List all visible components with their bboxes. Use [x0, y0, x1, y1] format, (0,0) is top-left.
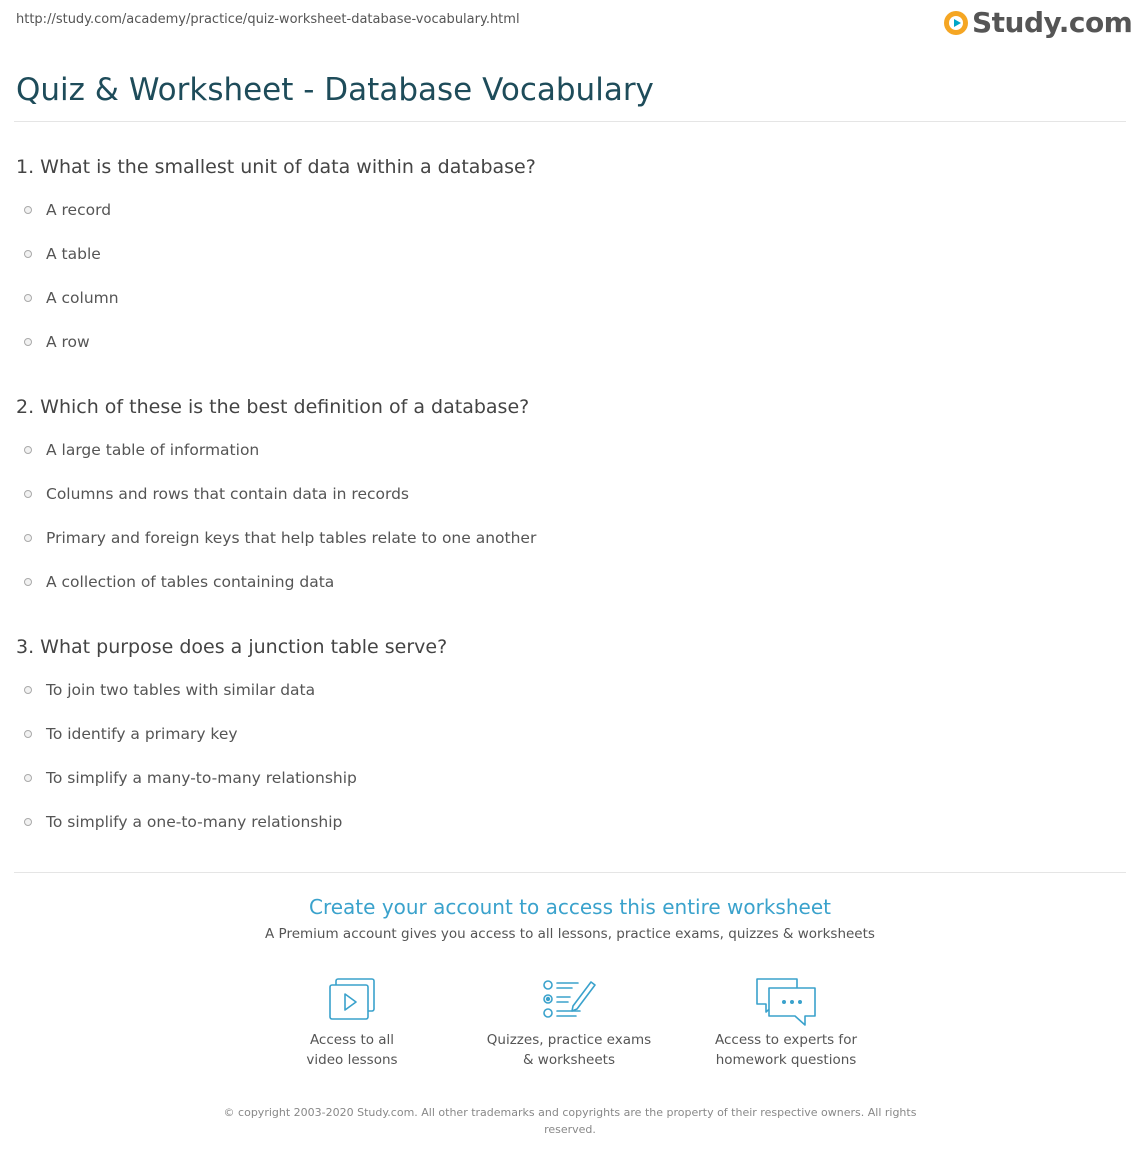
feature-quizzes [459, 976, 679, 1070]
page-title: Quiz & Worksheet - Database Vocabulary [16, 72, 654, 108]
radio-button[interactable] [24, 490, 32, 498]
radio-button[interactable] [24, 206, 32, 214]
header-divider [14, 121, 1126, 122]
question-3-option-4[interactable]: To simplify a one-to-many relationship [24, 810, 342, 834]
question-2-option-3[interactable]: Primary and foreign keys that help tables relate to one another [24, 526, 536, 550]
chat-bubbles-icon [753, 976, 819, 1028]
radio-button[interactable] [24, 250, 32, 258]
question-1-option-2[interactable]: A table [24, 242, 101, 266]
play-logo-icon [944, 11, 968, 35]
logo-text: Study.com [972, 6, 1133, 39]
radio-button[interactable] [24, 294, 32, 302]
radio-button[interactable] [24, 686, 32, 694]
question-3-option-3[interactable]: To simplify a many-to-many relationship [24, 766, 357, 790]
section-divider [14, 872, 1126, 873]
feature-video-lessons [242, 976, 462, 1070]
question-1-option-1[interactable]: A record [24, 198, 111, 222]
feature-experts [676, 976, 896, 1070]
feature-label: Access to experts for [714, 1032, 857, 1048]
radio-button[interactable] [24, 534, 32, 542]
radio-button[interactable] [24, 338, 32, 346]
feature-label: homework questions [715, 1052, 857, 1068]
create-account-link[interactable]: Create your account to access this entire worksheet [309, 895, 831, 919]
question-2-option-4[interactable]: A collection of tables containing data [24, 570, 334, 594]
video-lessons-icon [326, 976, 378, 1022]
radio-button[interactable] [24, 730, 32, 738]
radio-button[interactable] [24, 578, 32, 586]
radio-button[interactable] [24, 446, 32, 454]
cta-subtitle: A Premium account gives you access to all lessons, practice exams, quizzes & worksheets [265, 926, 875, 942]
radio-button[interactable] [24, 774, 32, 782]
question-1-option-3[interactable]: A column [24, 286, 119, 310]
question-2: 2. Which of these is the best definition of a database? [16, 396, 530, 418]
question-2-option-1[interactable]: A large table of information [24, 438, 259, 462]
study-logo[interactable] [944, 8, 1132, 38]
question-1: 1. What is the smallest unit of data within a database? [16, 156, 536, 178]
question-3-option-1[interactable]: To join two tables with similar data [24, 678, 315, 702]
feature-label: Quizzes, practice exams [486, 1032, 652, 1048]
page-url: http://study.com/academy/practice/quiz-worksheet-database-vocabulary.html [16, 12, 520, 27]
feature-label: Access to all [309, 1032, 395, 1048]
question-3: 3. What purpose does a junction table serve? [16, 636, 448, 658]
question-3-option-2[interactable]: To identify a primary key [24, 722, 238, 746]
radio-button[interactable] [24, 818, 32, 826]
copyright-text: © copyright 2003-2020 Study.com. All other trademarks and copyrights are the property of their respective owners. All rights reserved. [223, 1106, 917, 1136]
question-1-option-4[interactable]: A row [24, 330, 90, 354]
feature-label: & worksheets [522, 1052, 615, 1068]
quiz-checklist-icon [540, 976, 598, 1022]
feature-label: video lessons [306, 1052, 398, 1068]
question-2-option-2[interactable]: Columns and rows that contain data in records [24, 482, 409, 506]
